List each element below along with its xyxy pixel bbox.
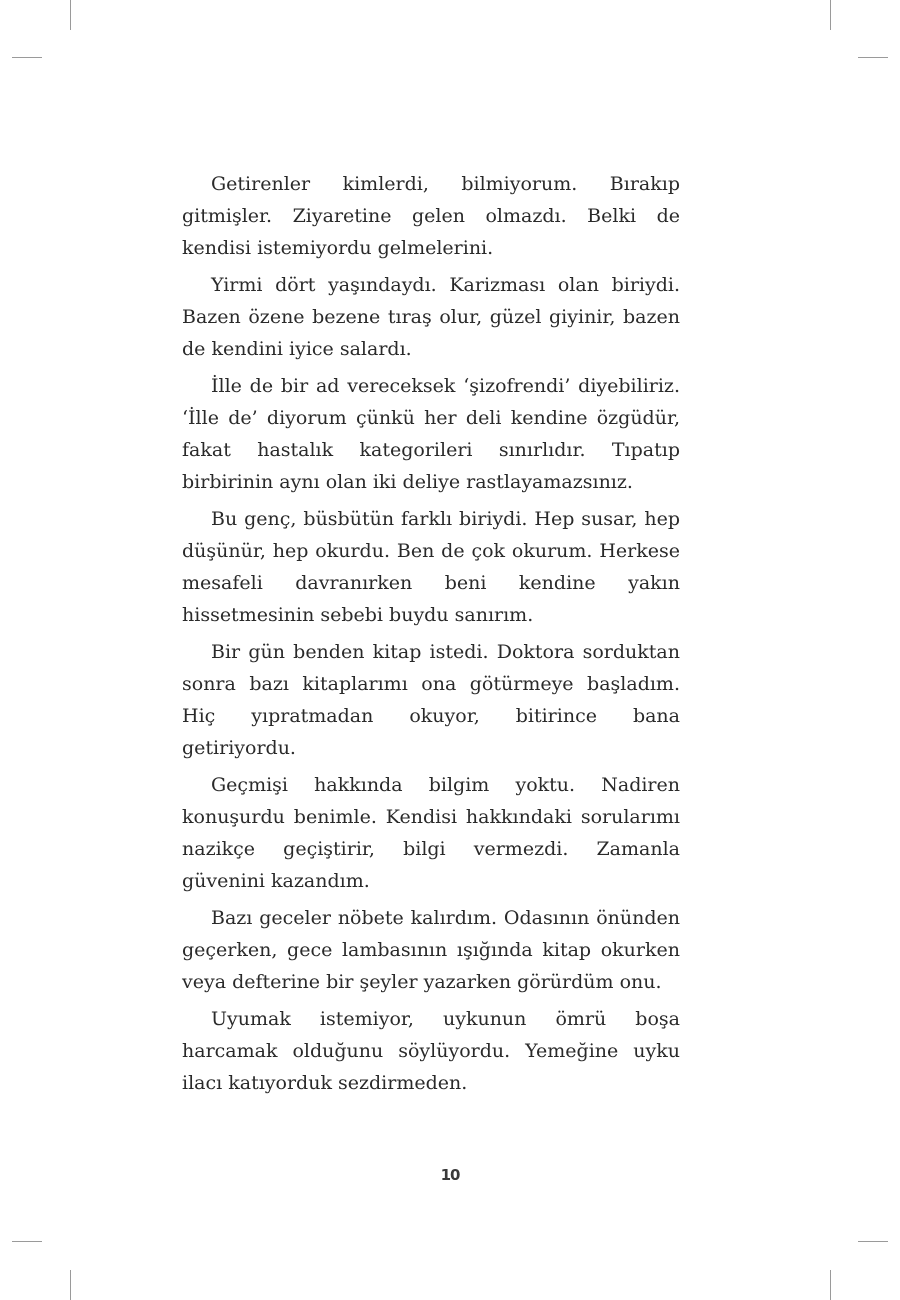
- paragraph-8: Uyumak istemiyor, uykunun ömrü boşa harcamak olduğunu söylüyordu. Yemeğine uyku ilacı katıyorduk sezdirmeden.: [182, 1008, 680, 1094]
- body-text: [182, 168, 680, 1104]
- crop-mark-top-left: [70, 0, 71, 30]
- paragraph-2: Yirmi dört yaşındaydı. Karizması olan biriydi. Bazen özene bezene tıraş olur, güzel giyinir, bazen de kendini iyice salardı.: [182, 274, 680, 360]
- crop-mark-bottom-right: [830, 1270, 831, 1300]
- page-number: 10: [440, 1166, 460, 1184]
- paragraph-7: Bazı geceler nöbete kalırdım. Odasının önünden geçerken, gece lambasının ışığında kitap okurken veya defterine bir şeyler yazarken görürdüm onu.: [182, 907, 680, 993]
- crop-mark-top-left-h: [12, 57, 42, 58]
- crop-mark-bottom-left: [70, 1270, 71, 1300]
- paragraph-4: Bu genç, büsbütün farklı biriydi. Hep susar, hep düşünür, hep okurdu. Ben de çok okurum. Herkese mesafeli davranırken beni kendine yakın hissetmesinin sebebi buydu sanırım.: [182, 508, 680, 626]
- paragraph-5: Bir gün benden kitap istedi. Doktora sorduktan sonra bazı kitaplarımı ona götürmeye başladım. Hiç yıpratmadan okuyor, bitirince bana getiriyordu.: [182, 641, 680, 759]
- crop-mark-top-right: [830, 0, 831, 30]
- crop-mark-bottom-right-h: [858, 1241, 888, 1242]
- crop-mark-top-right-h: [858, 57, 888, 58]
- paragraph-6: Geçmişi hakkında bilgim yoktu. Nadiren konuşurdu benimle. Kendisi hakkındaki sorularımı nazikçe geçiştirir, bilgi vermezdi. Zamanla güvenini kazandım.: [182, 774, 680, 892]
- paragraph-1: Getirenler kimlerdi, bilmiyorum. Bırakıp gitmişler. Ziyaretine gelen olmazdı. Belki de kendisi istemiyordu gelmelerini.: [182, 173, 680, 259]
- crop-mark-bottom-left-h: [12, 1241, 42, 1242]
- paragraph-3: İlle de bir ad vereceksek ‘şizofrendi’ diyebiliriz. ‘İlle de’ diyorum çünkü her deli kendine özgüdür, fakat hastalık kategorileri sınırlıdır. Tıpatıp birbirinin aynı olan iki deliye rastlayamazsınız.: [182, 375, 680, 493]
